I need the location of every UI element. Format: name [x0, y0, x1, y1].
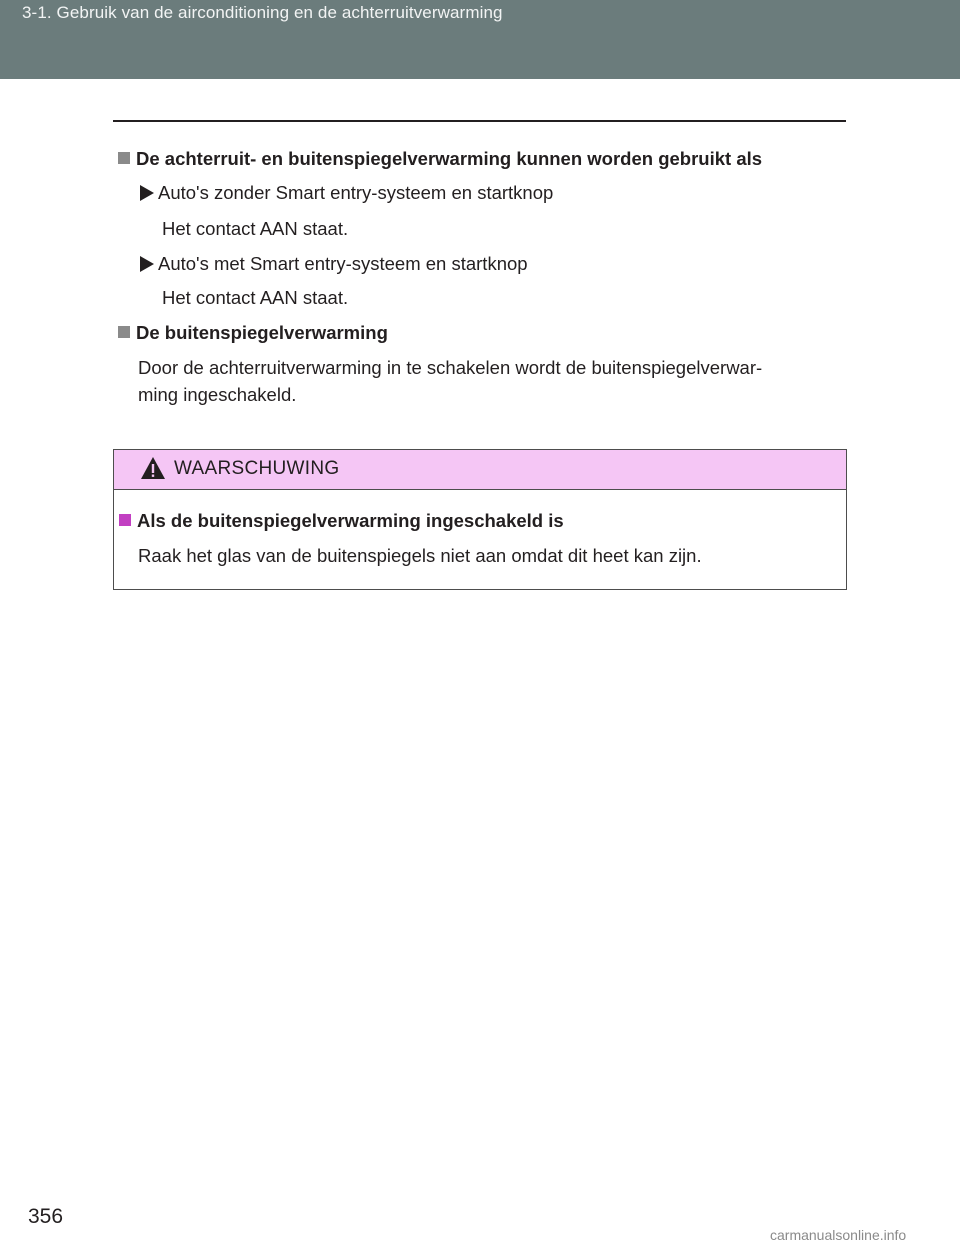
list-item: [140, 253, 528, 275]
warning-box: [113, 449, 847, 590]
square-bullet-icon: [119, 514, 131, 526]
page-number: 356: [28, 1205, 64, 1228]
warning-body: Raak het glas van de buitenspiegels niet aan omdat dit heet kan zijn.: [138, 545, 702, 566]
section-heading-usage: [118, 148, 762, 170]
list-item: [140, 182, 553, 204]
list-item-detail: Het contact AAN staat.: [162, 218, 349, 239]
list-item-label: Auto's met Smart entry-systeem en startknop: [158, 253, 528, 274]
warning-triangle-icon: [140, 456, 166, 480]
chapter-header-band: [0, 0, 960, 79]
triangle-bullet-icon: [140, 256, 154, 272]
watermark: carmanualsonline.info: [770, 1227, 907, 1243]
chapter-title: 3-1. Gebruik van de airconditioning en de achterruitverwarming: [22, 3, 503, 22]
list-item-label: Auto's zonder Smart entry-systeem en startknop: [158, 182, 554, 203]
section-heading-mirror-heating: [118, 322, 388, 344]
section-heading-text: De buitenspiegelverwarming: [136, 322, 388, 343]
section-divider: [113, 120, 846, 122]
warning-heading-text: Als de buitenspiegelverwarming ingeschakeld is: [137, 510, 564, 531]
warning-heading: [119, 510, 564, 532]
warning-header: [114, 450, 846, 490]
body-text-line: Door de achterruitverwarming in te schakelen wordt de buitenspiegelverwar-: [138, 357, 763, 378]
square-bullet-icon: [118, 152, 130, 164]
list-item-detail: Het contact AAN staat.: [162, 287, 349, 308]
section-heading-text: De achterruit- en buitenspiegelverwarming kunnen worden gebruikt als: [136, 148, 763, 169]
warning-label: WAARSCHUWING: [174, 458, 340, 479]
triangle-bullet-icon: [140, 185, 154, 201]
square-bullet-icon: [118, 326, 130, 338]
body-text-line: ming ingeschakeld.: [138, 384, 297, 405]
